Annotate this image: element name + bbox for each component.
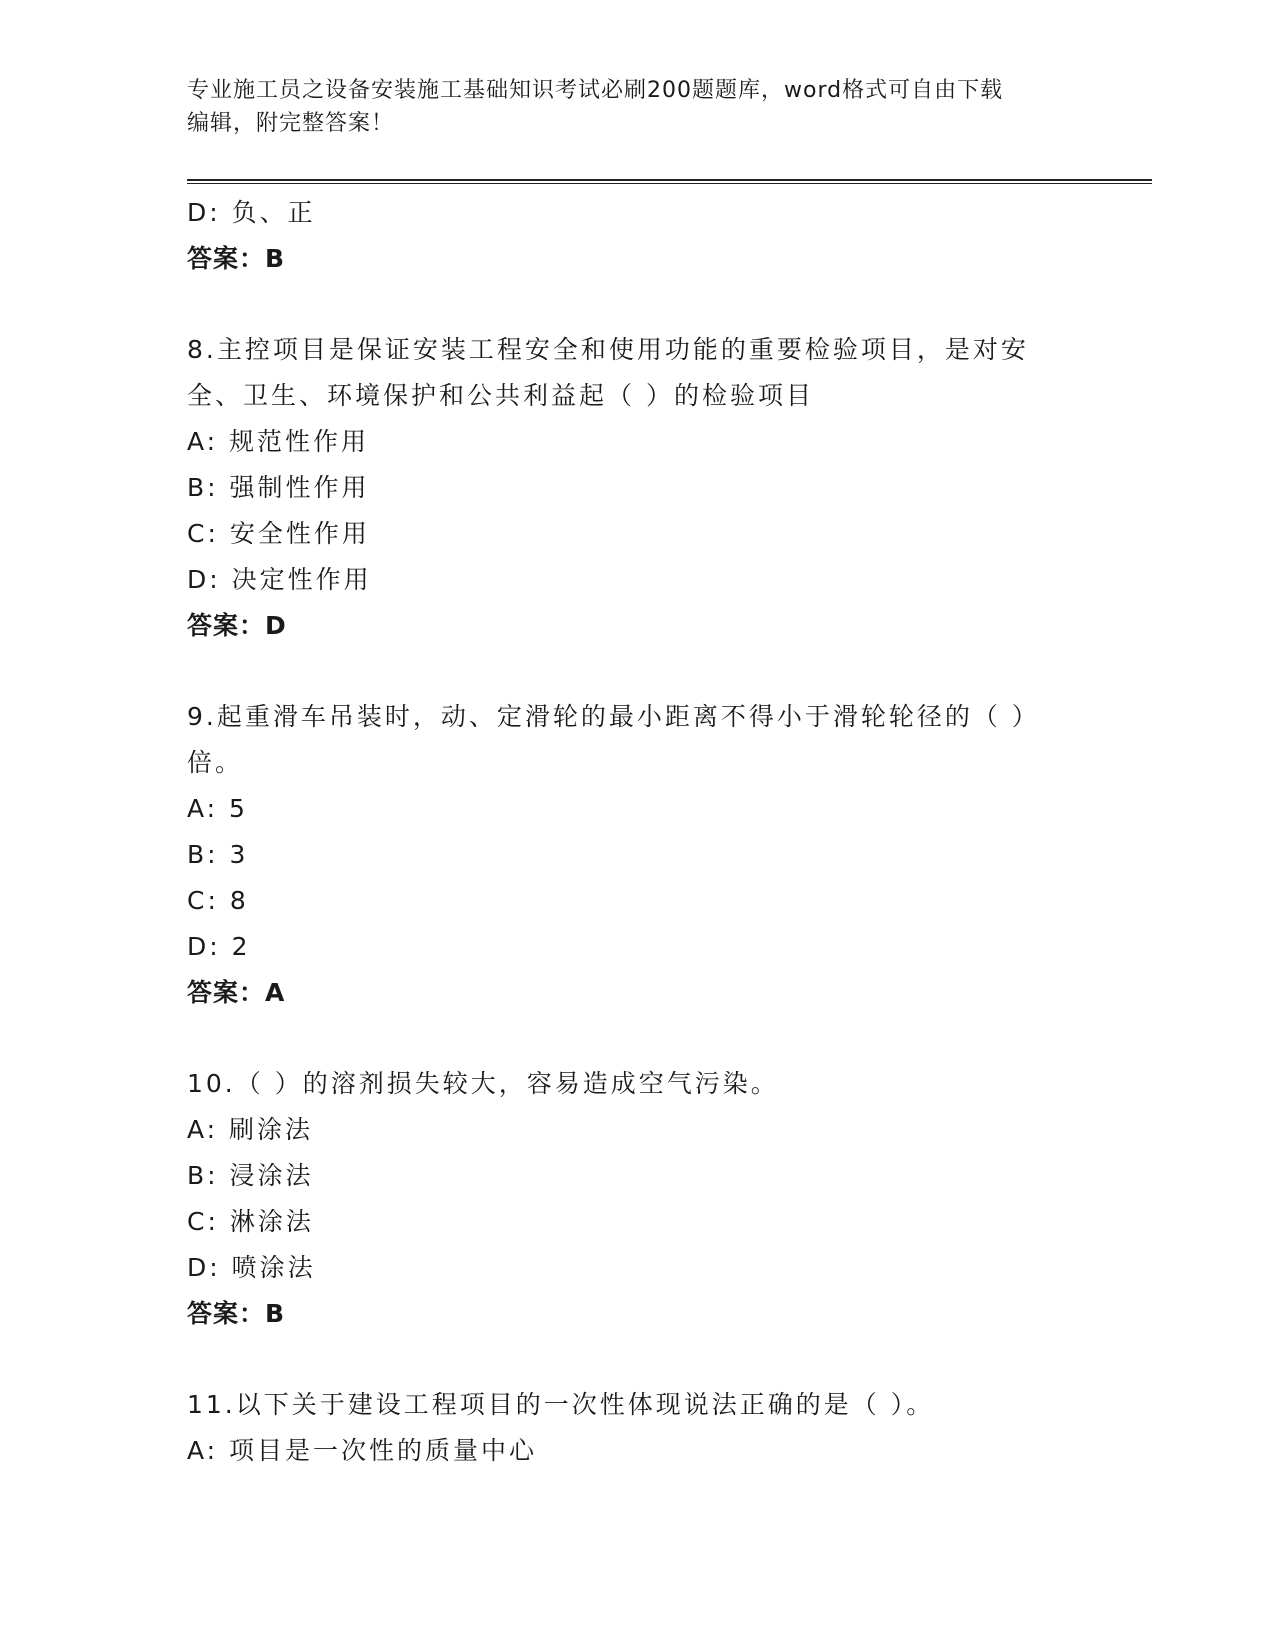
document-header: [187, 74, 1087, 140]
question-10-option-d: D: 喷涂法: [187, 1253, 316, 1282]
prev-answer: 答案：B: [187, 244, 286, 273]
header-divider: [187, 179, 1152, 184]
question-8: [187, 327, 1087, 649]
question-10-option-a: A: 刷涂法: [187, 1115, 314, 1144]
question-9-text-line-2: 倍。: [187, 748, 244, 777]
header-title-line-1: 专业施工员之设备安装施工基础知识考试必刷200题题库，word格式可自由下载: [187, 78, 1004, 103]
question-10-text-line-1: 10.（ ）的溶剂损失较大，容易造成空气污染。: [187, 1069, 779, 1098]
question-8-option-c: C: 安全性作用: [187, 519, 370, 548]
question-10-option-b: B: 浸涂法: [187, 1161, 314, 1190]
question-11-text-line-1: 11.以下关于建设工程项目的一次性体现说法正确的是（ ）。: [187, 1390, 935, 1419]
question-8-option-d: D: 决定性作用: [187, 565, 372, 594]
question-9-answer: 答案：A: [187, 978, 286, 1007]
question-8-option-b: B: 强制性作用: [187, 473, 370, 502]
question-list: [187, 190, 1087, 1474]
question-9-text-line-1: 9.起重滑车吊装时，动、定滑轮的最小距离不得小于滑轮轮径的（ ）: [187, 702, 1040, 731]
question-8-text-line-2: 全、卫生、环境保护和公共利益起（ ）的检验项目: [187, 381, 814, 410]
question-11: [187, 1382, 1087, 1474]
question-9-option-d: D: 2: [187, 932, 251, 961]
question-9: [187, 694, 1087, 1016]
question-10-option-c: C: 淋涂法: [187, 1207, 314, 1236]
question-10-answer: 答案：B: [187, 1299, 286, 1328]
question-9-option-c: C: 8: [187, 886, 249, 915]
question-8-option-a: A: 规范性作用: [187, 427, 370, 456]
question-8-text-line-1: 8.主控项目是保证安装工程安全和使用功能的重要检验项目，是对安: [187, 335, 1029, 364]
question-8-answer: 答案：D: [187, 611, 287, 640]
header-title-line-2: 编辑，附完整答案！: [187, 111, 395, 136]
prev-option-d: D: 负、正: [187, 198, 316, 227]
question-11-option-a: A: 项目是一次性的质量中心: [187, 1436, 538, 1465]
question-9-option-a: A: 5: [187, 794, 248, 823]
question-9-option-b: B: 3: [187, 840, 249, 869]
question-10: [187, 1061, 1087, 1337]
